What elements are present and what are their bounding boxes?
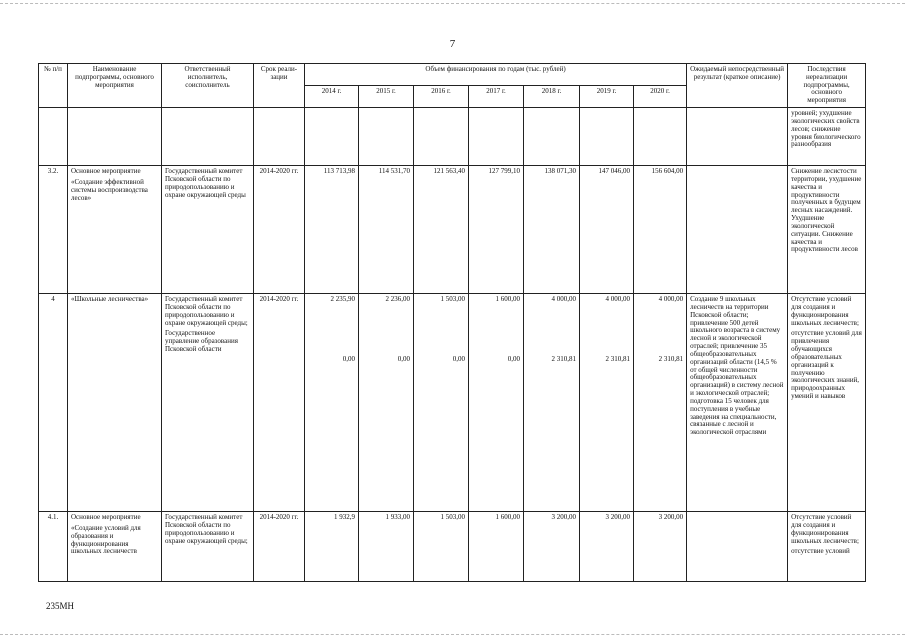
cell-value (524, 108, 580, 166)
consequence-line: отсутствие условий для привлечения обучающихся образовательных организаций к получению экологических знаний, природоохранных умений и навыков (791, 329, 862, 401)
name-line: «Создание условий для образования и функционирования школьных лесничеств (71, 523, 141, 556)
cell-period (254, 108, 305, 166)
cell-responsible: Государственный комитет Псковской области по природопользованию и охране окружающей среды; (162, 512, 254, 582)
cell-num (39, 108, 68, 166)
year-header: 2018 г. (524, 86, 580, 108)
col-header-consequences: Последствия нереализации подпрограммы, основного мероприятия (788, 64, 866, 108)
cell-value: 1 600,00 (469, 512, 524, 582)
cell-name (68, 108, 162, 166)
cell-value: 1 932,9 (305, 512, 359, 582)
cell-value (305, 294, 359, 512)
cell-value (634, 294, 687, 512)
value-line: 0,00 (342, 354, 355, 363)
value-line: 2 236,00 (385, 295, 410, 304)
cell-consequences: уровней; ухудшение экологических свойств лесов; снижение уровня биологического разнообразия (788, 108, 866, 166)
cell-value: 1 933,00 (359, 512, 414, 582)
cell-value (414, 108, 469, 166)
table-row (39, 108, 866, 166)
year-header: 2014 г. (305, 86, 359, 108)
col-header-funding: Объем финансирования по годам (тыс. рублей) (305, 64, 687, 86)
cell-num: 4 (39, 294, 68, 512)
header-row (39, 64, 866, 86)
value-line: 4 000,00 (605, 295, 630, 304)
responsible-line: Государственный комитет Псковской области по природопользованию и охране окружающей среды; (165, 295, 248, 327)
page-number: 7 (449, 38, 456, 50)
col-header-num: № п/п (39, 64, 68, 108)
cell-value: 127 799,10 (469, 166, 524, 294)
cell-period: 2014-2020 гг. (254, 166, 305, 294)
cell-value (580, 294, 634, 512)
year-header: 2016 г. (414, 86, 469, 108)
value-line: 2 310,81 (658, 354, 684, 363)
col-header-name: Наименование подпрограммы, основного мероприятия (68, 64, 162, 108)
cell-result (687, 512, 788, 582)
funding-table (38, 63, 866, 582)
cell-value: 156 604,00 (634, 166, 687, 294)
value-line: 4 000,00 (658, 295, 684, 304)
col-header-responsible: Ответственный исполнитель, соисполнитель (162, 64, 254, 108)
value-line: 0,00 (452, 354, 465, 363)
consequence-line: Отсутствие условий для создания и функционирования школьных лесничеств; (791, 295, 859, 327)
value-line: 0,00 (397, 354, 410, 363)
cell-responsible (162, 108, 254, 166)
table-row (39, 512, 866, 582)
cell-name: «Школьные лесничества» (68, 294, 162, 512)
cell-value (469, 294, 524, 512)
year-header: 2020 г. (634, 86, 687, 108)
cell-num: 3.2. (39, 166, 68, 294)
name-line: Основное мероприятие (71, 167, 141, 176)
cell-result (687, 166, 788, 294)
value-line: 0,00 (507, 354, 520, 363)
cell-value (414, 294, 469, 512)
table-row (39, 166, 866, 294)
cell-result (687, 108, 788, 166)
cell-name (68, 512, 162, 582)
cell-value: 121 563,40 (414, 166, 469, 294)
table-row (39, 294, 866, 512)
value-line: 1 600,00 (495, 295, 520, 304)
cell-period: 2014-2020 гг. (254, 294, 305, 512)
col-header-result: Ожидаемый непосредственный результат (краткое описание) (687, 64, 788, 108)
cell-value (634, 108, 687, 166)
value-line: 2 235,90 (330, 295, 355, 304)
cell-value (359, 108, 414, 166)
document-code: 235МН (46, 601, 75, 611)
cell-name (68, 166, 162, 294)
name-line: «Создание эффективной системы воспроизводства лесов» (71, 177, 148, 202)
year-header: 2017 г. (469, 86, 524, 108)
cell-num: 4.1. (39, 512, 68, 582)
year-header: 2019 г. (580, 86, 634, 108)
value-line: 2 310,81 (551, 354, 576, 363)
consequence-line: отсутствие условий (791, 547, 850, 556)
cell-value: 3 200,00 (634, 512, 687, 582)
cell-value: 3 200,00 (580, 512, 634, 582)
scan-edge-bottom (0, 634, 905, 635)
cell-period: 2014-2020 гг. (254, 512, 305, 582)
cell-value (580, 108, 634, 166)
responsible-line: Государственное управление образования Псковской области (165, 329, 238, 354)
scan-edge-top (0, 3, 905, 4)
value-line: 2 310,81 (605, 354, 630, 363)
cell-value: 1 503,00 (414, 512, 469, 582)
cell-consequences (788, 294, 866, 512)
cell-value (469, 108, 524, 166)
cell-value (524, 294, 580, 512)
cell-responsible (162, 294, 254, 512)
value-line: 1 503,00 (440, 295, 465, 304)
cell-value: 147 046,00 (580, 166, 634, 294)
year-header: 2015 г. (359, 86, 414, 108)
cell-value: 114 531,70 (359, 166, 414, 294)
cell-value: 3 200,00 (524, 512, 580, 582)
cell-value: 113 713,98 (305, 166, 359, 294)
consequence-line: Отсутствие условий для создания и функционирования школьных лесничеств; (791, 513, 859, 545)
cell-value: 138 071,30 (524, 166, 580, 294)
col-header-period: Срок реали-зации (254, 64, 305, 108)
cell-value (305, 108, 359, 166)
cell-value (359, 294, 414, 512)
name-line: Основное мероприятие (71, 513, 141, 522)
cell-consequences: Снижение лесистости территории, ухудшение качества и продуктивности полученных в будущем лесных насаждений. Ухудшение экологической ситуации. Снижение качества и продуктивности лесов (788, 166, 866, 294)
cell-responsible: Государственный комитет Псковской области по природопользованию и охране окружающей среды (162, 166, 254, 294)
cell-consequences (788, 512, 866, 582)
value-line: 4 000,00 (551, 295, 576, 304)
cell-result: Создание 9 школьных лесничеств на территории Псковской области; привлечение 500 детей школьного возраста в систему лесной и экологической отраслей; привлечение 35 общеобразовательных организаций области (14,5 % от общей численности общеобразовательных организаций) в систему лесной и экологической отраслей; подготовка 15 человек для поступления в учебные заведения на специальности, связанные с лесной и экологической отраслями (687, 294, 788, 512)
